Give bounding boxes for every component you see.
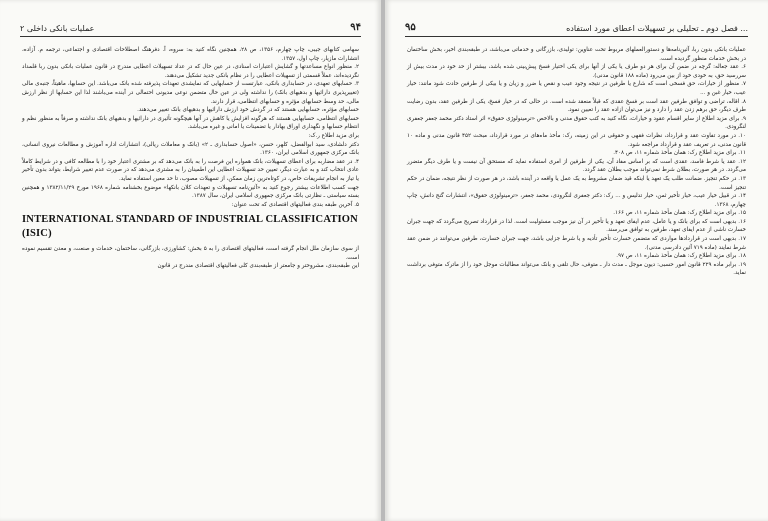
footnote: ۲. منظور انواع مساعدتها و گشایش اعتبارات اسنادی، در عین حال که در عداد تسهیلات اعطایی مندرج در قانون عملیات بانکی بدون ربا قلمداد نگردیده‌اند، عملاً قسمتی از تسهیلات اعطایی را در نظام بانکی جدید تشکیل می‌دهند. <box>22 64 359 79</box>
footnote: ۳. حسابهای تعهدی، در حسابداری بانکی، عبارتست از حسابهایی که نمایشدی تعهدات پذیرفته شده بانک می‌باشد. این حسابها، ماهیتاً، جنبه‌ی مالی (تغییرپذیری دارائیها و بدهیهای بانک) را نداشته ولی در عین حال متضمن نوعی مدیونی احتمالی در آینده می‌باشند لذا این حسابها از نظر ارزش مالی، حد وسط حسابهای مؤثره و حسابهای انتظامی، قرار دارند. <box>22 81 359 105</box>
footnote: برای مزید اطلاع ر.ک: <box>308 132 359 139</box>
footnote: دکتر دلشادی، سید ابوالفضل، کلهر، حسن، «اصول حسابداری ـ ۲» (بانک و معاملات ریالی)، انتشارات اداره آموزش و مطالعات نیروی انسانی، بانک مرکزی جمهوری اسلامی ایران، ۱۳۶۰. <box>22 141 359 157</box>
left-page-header <box>20 22 361 37</box>
footnote: جهت کسب اطلاعات بیشتر رجوع کنید به «آئین‌نامه تسهیلات و تعهدات کلان بانکها» موضوع بخشنامه شماره ۱۹۶۸ مورخ ۱۳۸۲/۱۱/۲۹ و همچنین بسته سیاستی ـ نظارتی بانک مرکزی جمهوری اسلامی ایران، سال ۱۳۸۷. <box>22 184 359 200</box>
footnote: ۱۲. عقد یا شرط فاسد، عقدی است که بر اساس مفاد آن، یکی از طرفین از امری استفاده نماید که مستحق آن نیست و یا طرف دیگر متضرر می‌گردد. در هر صورت، بطلان شرط نمی‌تواند موجب بطلان عقد گردد. <box>407 158 746 174</box>
right-page-body <box>407 46 746 511</box>
footnote: از سوی سازمان ملل انجام گرفته است، فعالیتهای اقتصادی را به ۵ بخش: کشاورزی، بازرگانی، ساختمان، خدمات و صنعت، و معدن تقسیم نموده است. <box>22 246 359 261</box>
footnote: ۹. برای مزید اطلاع از سایر اقسام عقود و خیارات، نگاه کنید به کتب حقوق مدنی و بالاخص «ترمینولوژی حقوق» اثر استاد دکتر محمد جعفر جعفری لنگرودی. <box>407 115 746 131</box>
footnote: ۵. آخرین طبقه بندی فعالیتهای اقتصادی که تحت عنوان: <box>231 201 359 208</box>
footnote: ۱۸. برای مزید اطلاع رک: همان مأخذ شماره ۱۱، ص ۹۷. <box>616 253 746 260</box>
footnote: ۶. عقد جعاله: گرچه در ضمن آن برای هر دو طرف یا یکی از آنها برای یکی اختیار فسخ پیش‌بینی شده باشد، بیشتر از حد خود در مدت بیش از سررسید حق، به خودی خود از بین می‌رود (ماده ۱۸۸ قانون مدنی). <box>407 64 746 79</box>
footnote: ۱۳. در حکم تنجیز. ضمانت طلب یک تعهد یا اینکه قید ضمان مشروط به یک عمل یا واقعه در آینده باشد، در هر صورت از نظر نتیجه، ضمان در حکم تنجیز است. <box>407 175 746 191</box>
footnote: ۱۷. بدیهی است در قراردادها مواردی که متضمن خسارت تأخیر تأدیه و یا شرط جزایی باشد، جهت جبران خسارت، طرفین می‌توانند در ضمن عقد شرط نمایند (ماده ۷۱۹ آئین دادرسی مدنی). <box>407 236 746 251</box>
page-number: ۹۴ <box>350 22 361 33</box>
isic-heading: INTERNATIONAL STANDARD OF INDUSTRIAL CLASSIFICATION (ISIC) <box>22 214 358 240</box>
running-head: فصل دوم ـ تحلیلی بر تسهیلات اعطای مورد استفاده ... <box>566 24 748 33</box>
footnote: سهامی کتابهای جیبی، چاپ چهارم، ۱۳۵۶، ص ۲۸، همچنین نگاه کنید به: سروه، آ. دفرهنگ اصطلاحات اقتصادی و اجتماعی، ترجمه م. آزاده، انتشارات مازیار، چاپ اول، ۱۳۵۷. <box>22 47 359 62</box>
footnote: ۱۴. در قبیل خیار عیب، خیار تأخیر ثمن، خیار تدلیس و ... رک: دکتر جعفری لنگرودی، محمد جعفر، «ترمینولوژی حقوق»، انتشارات گنج دانش، چاپ چهارم، ۱۳۶۸. <box>407 193 746 208</box>
footnote: ۱۱. برای مزید اطلاع رک: همان مأخذ شماره ۱۱، ص ۴۰۸. <box>613 150 746 157</box>
footnote: ۱۵. برای مزید اطلاع رک: همان مأخذ شماره ۱۱، ص ۱۶۶. <box>613 210 746 217</box>
right-page <box>385 0 768 521</box>
footnote: ۸. اقاله، تراضی و توافق طرفین عقد است بر فسخ عقدی که قبلاً منعقد شده است. در حالی که در خیار فسخ، یکی از طرفین عقد، بدون رضایت طرف دیگر، حق برهم زدن عقد را دارد و نیز می‌توان ازاده عقد را تعیین نمود. <box>407 98 746 114</box>
page-number: ۹۵ <box>405 22 416 33</box>
left-page-body <box>22 46 359 511</box>
footnote: ۱۰. در مورد تفاوت عقد و قرارداد، نظرات فقهی و حقوقی در این زمینه، رک: مأخذ ماه‌های در مورد قرارداد، مبحث ۴۵۲ قانون مدنی و ماده ۱۰ قانون مدنی، در تعریف عقد و قرارداد مراجعه شود. <box>407 132 746 148</box>
footnote: حسابهای مؤثره، حسابهایی هستند که در گردش خود ارزش دارائیها و بدهیهای بانک تغییر می‌دهند. <box>137 107 359 114</box>
running-head: عملیات بانکی داخلی ۲ <box>20 24 95 33</box>
left-page <box>0 0 381 521</box>
footnote: این طبقه‌بندی، مشروحتر و جامعتر از طبقه‌بندی کلی فعالیتهای اقتصادی مندرج در قانون <box>157 263 359 270</box>
footnote: ۱۹. برابر ماده ۲۲۹ قانون امور حسبی: دیون موجل ـ مدت دار ـ متوفی، حال تلقی و بانک می‌تواند مطالبات موجل خود را از ماترک متوفی برداشت نماید. <box>407 261 747 277</box>
footnote: عملیات بانکی بدون ربا، آئین‌نامه‌ها و دستورالعملهای مربوط تحت عناوین: تولیدی، بازرگانی و خدماتی می‌باشد، در طبقه‌بندی اخیر، بخش ساختمان در بخش خدمات منظور گردیده است. <box>407 47 746 62</box>
footnote: ۷. منظور از خیارات، حق فسخی است که شارع یا طرفین در نتیجه وجود عیب و نقص یا ضرر و زیان و یا بیکی از طرفین حادث شود مانند: خیار عیب، خیار غبن و ... <box>407 81 746 96</box>
footnote: حسابهای انتظامی، حسابهایی هستند که هرگونه افزایش یا کاهش در آنها هیچگونه تأثیری در دارائیها و بدهیهای بانک نداشته و صرفاً به منظور نظم و انتظام حسابها و نگهداری اوراق بهادار یا تضمینات یا امانی و غیره می‌باشد. <box>22 115 359 131</box>
footnote: ۱۶. بدیهی است که برای بانک و یا عامل، عدم ایفای تعهد و یا تأخیر در آن نیز موجب مسئولیت است. لذا در قرارداد تصریح می‌گردد که جهت جبران خسارت ناشی از عدم ایفای تعهد، طرفین به توافق می‌رسند. <box>407 218 746 234</box>
right-page-header <box>405 22 748 37</box>
footnote: ۴. در عقد مضاربه برای اعطای تسهیلات، بانک همواره این فرصت را به بانک می‌دهد که بر مشتری اعتبار خود را با مطالعه کافی و در شرایط کاملاً عادی انتخاب کند و به عبارت دیگر، تعیین حد تسهیلات اعطایی این اطمینان را به مشتری می‌دهد که در صورت عدم تغییر شرایط، بتواند بدون تأخیر یا تیاز به انجام تشریفات خاص، در کوتاه‌ترین زمان ممکن، از تسهیلات مصوب، تا حد معین استفاده نماید. <box>22 158 359 182</box>
